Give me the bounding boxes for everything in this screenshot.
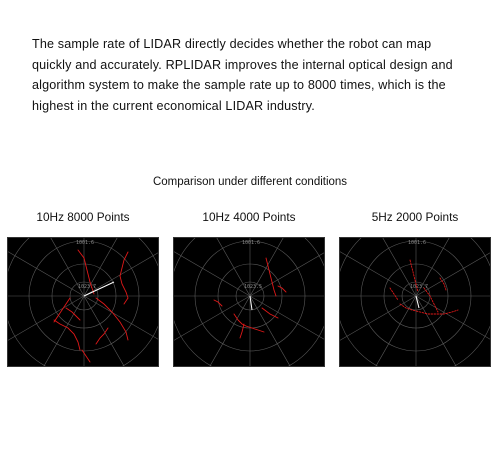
scan-panel-10hz-4000	[173, 208, 325, 290]
range-reading-top: 1001.6	[76, 240, 95, 246]
range-reading-top: 1001.6	[242, 240, 261, 246]
range-reading-center: 1023.7	[78, 284, 97, 290]
scan-panel-label: 10Hz 8000 Points	[36, 210, 130, 224]
scan-panel-5hz-2000	[339, 208, 491, 290]
range-reading-center: 1023.5	[244, 284, 263, 290]
lidar-scan-plot	[8, 238, 158, 366]
polar-grid	[174, 238, 324, 366]
scan-points	[54, 250, 128, 362]
intro-paragraph: The sample rate of LIDAR directly decides whether the robot can map quickly and accurately. RPLIDAR improves the internal optical design and algorithm system to make the sample rate up to 8000 times, which is the highest in the current economical LIDAR industry.	[32, 37, 453, 113]
scan-panel-10hz-8000	[7, 208, 159, 290]
range-reading-top: 1001.6	[408, 240, 427, 246]
comparison-title: Comparison under different conditions	[152, 176, 348, 188]
scan-panel-label: 5Hz 2000 Points	[371, 210, 459, 224]
lidar-scan-view	[7, 237, 159, 367]
lidar-scan-view	[339, 237, 491, 367]
scan-panel-label: 10Hz 4000 Points	[202, 210, 296, 224]
lidar-scan-view	[173, 237, 325, 367]
lidar-scan-plot	[174, 238, 324, 366]
polar-grid	[340, 238, 490, 366]
lidar-scan-plot	[340, 238, 490, 366]
range-reading-center: 1023.7	[410, 284, 429, 290]
